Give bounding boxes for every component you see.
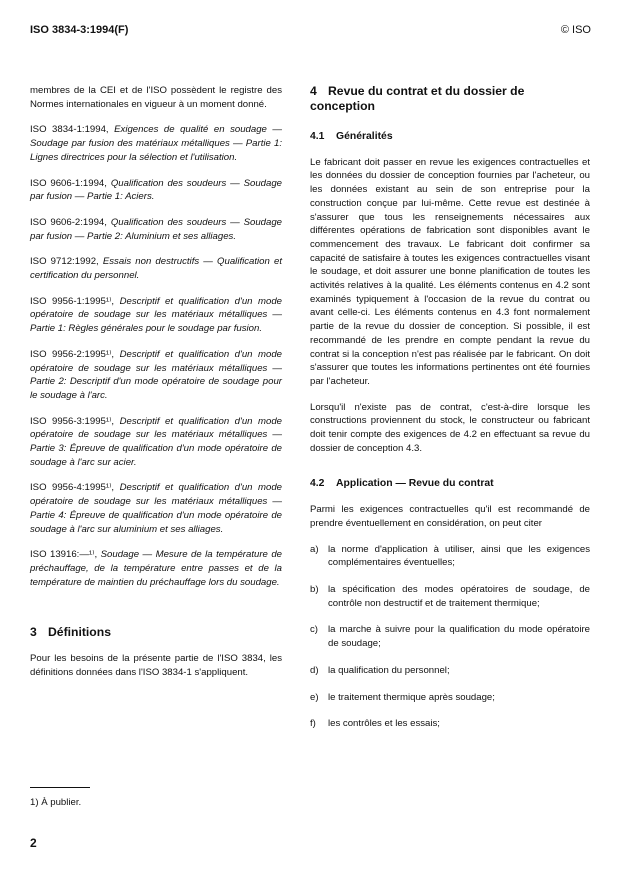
reference-entry: ISO 9956-3:1995¹⁾, Descriptif et qualification d'un mode opératoire de soudage sur les matériaux métalliques — Partie 3: Épreuve de qualification d'un mode opératoire de soudage à l'arc sur acier. [30,415,282,468]
section-3-text: Pour les besoins de la présente partie de l'ISO 3834, les définitions données dans l'ISO 3834-1 s'appliquent. [30,653,282,679]
reference-entry: ISO 9956-1:1995¹⁾, Descriptif et qualification d'un mode opératoire de soudage sur les matériaux métalliques — Partie 1: Règles générales pour le soudage par fusion. [30,295,282,335]
left-column [30,84,282,692]
copyright-mark: © ISO [560,24,591,36]
subsection-4-1-heading: 4.1 Généralités [310,131,393,142]
list-item: b) la spécification des modes opératoires de soudage, de contrôle non destructif et de traitement thermique; [310,583,590,609]
reference-entry: ISO 13916:—¹⁾, Soudage — Mesure de la température de préchauffage, de la température entre passes et de la température de maintien du préchauffage lors du soudage. [30,549,282,588]
subsection-4-2-heading: 4.2 Application — Revue du contrat [310,478,494,490]
reference-entry: ISO 9956-4:1995¹⁾, Descriptif et qualification d'un mode opératoire de soudage sur les matériaux métalliques — Partie 4: Épreuve de qualification d'un mode opératoire de soudage à l'arc sur aluminium et ses alliages. [30,482,282,535]
page-number: 2 [30,836,37,850]
subsection-4-2-intro: Parmi les exigences contractuelles qu'il est recommandé de prendre éventuellement en considération, on peut citer [310,504,590,529]
list-item: d) la qualification du personnel; [310,664,450,676]
right-column [310,84,590,744]
footnote: 1) À publier. [30,797,82,808]
subsection-4-1-paragraph: Lorsqu'il n'existe pas de contrat, c'est-à-dire lorsque les constructions proviennent du stock, le constructeur ou fabricant doit tenir compte des exigences de 4.2 en effectuant sa revue du dossier de conception 4.3. [310,401,590,454]
standard-identifier: ISO 3834-3:1994(F) [30,24,129,36]
list-item: a) la norme d'application à utiliser, ainsi que les exigences complémentaires éventuelles; [310,543,590,569]
list-item: f) les contrôles et les essais; [310,718,440,730]
reference-entry: ISO 9956-2:1995¹⁾, Descriptif et qualification d'un mode opératoire de soudage sur les matériaux métalliques — Partie 2: Descriptif d'un mode opératoire de soudage pour le soudage à l'arc. [30,348,282,401]
subsection-4-1-paragraph: Le fabricant doit passer en revue les exigences contractuelles et les données du dossier de conception fournies par l'acheteur, ou les données existant au sein de son entreprise pour la construction conçue par lui-même. Cette revue est destinée à s'assurer que tous les renseignements nécessaires aux différentes opérations de fabrication sont disponibles avant le commencement des travaux. Le fabricant doit confirmer sa capacité de satisfaire à toutes les exigences contractuelles visant le soudage, et doit assurer une bonne planification de toutes les activités relatives à la qualité. Les éléments contenus en 4.2 sont examinés typiquement à l'occasion de la revue du contrat ou avant celle-ci. Les éléments contenus en 4.3 font normalement partie de la revue du dossier de conception. Si possible, il est recommandé de les prendre en compte pendant la revue du contrat si la conception n'est pas réalisée par le fabricant. On doit s'assurer que toutes les informations pertinentes ont été fournies par l'acheteur. [310,156,590,387]
section-4-heading: 4 Revue du contrat et du dossier de conception [310,84,525,113]
list-item: c) la marche à suivre pour la qualification du mode opératoire de soudage; [310,624,590,650]
reference-entry: ISO 3834-1:1994, Exigences de qualité en soudage — Soudage par fusion des matériaux métalliques — Partie 1: Lignes directrices pour la sélection et l'utilisation. [30,124,283,163]
reference-entry: ISO 9606-1:1994, Qualification des soudeurs — Soudage par fusion — Partie 1: Aciers. [30,177,283,203]
reference-entry: ISO 9712:1992, Essais non destructifs — Qualification et certification du personnel. [30,256,283,282]
section-3-heading: 3 Définitions [30,625,111,640]
footnote-divider [30,787,90,788]
intro-paragraph: membres de la CEI et de l'ISO possèdent le registre des Normes internationales en vigueur à un moment donné. [30,85,282,110]
reference-entry: ISO 9606-2:1994, Qualification des soudeurs — Soudage par fusion — Partie 2: Aluminium et ses alliages. [30,216,283,242]
list-item: e) le traitement thermique après soudage; [310,691,495,703]
